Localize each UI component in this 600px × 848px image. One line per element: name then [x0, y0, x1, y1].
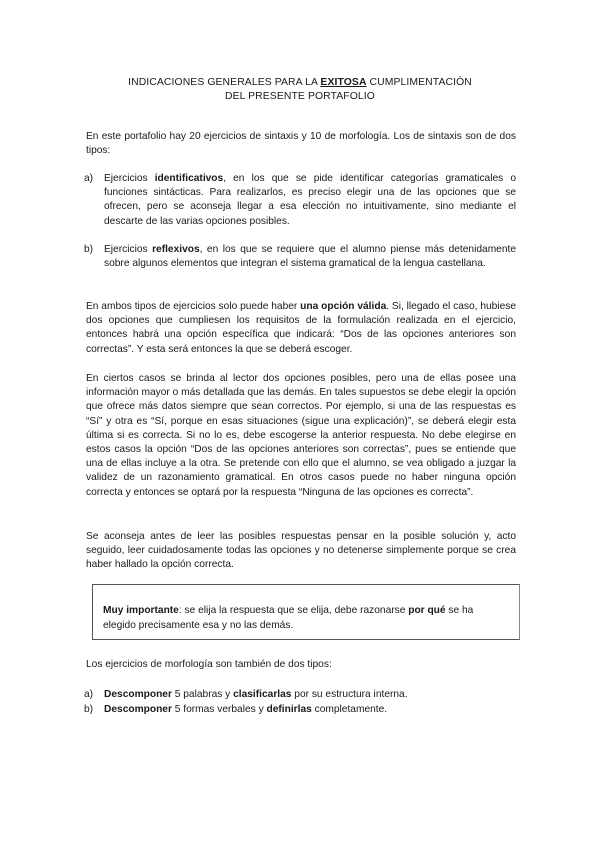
- syntax-item-b: b) Ejercicios reflexivos, en los que se requiere que el alumno piense más detenidamente sobre algunos elementos que integran el sistema gramatical de la lengua castellana.: [84, 244, 517, 270]
- list-marker: b): [84, 704, 94, 715]
- important-note-text: Muy importante: se elija la respuesta que se elija, debe razonarse por qué se ha elegido precisamente esa y no las demás.: [103, 605, 474, 631]
- paragraph-both-types: En ambos tipos de ejercicios solo puede haber una opción válida. Si, llegado el caso, hubiese dos opciones que cumpliesen los requisitos de la formulación realizada en el ejercicio, entonces habrá una opción específica que indicará: “Dos de las opciones anteriores son correctas”. Y esta será entonces la que se deberá escoger.: [86, 301, 516, 355]
- page-title: [0, 76, 600, 104]
- syntax-item-a: a) Ejercicios identificativos, en los que se pide identificar categorías gramaticales o funciones sintácticas. Para realizarlos, es preciso elegir una de las opciones que se ofrecen, pero se aconseja llegar a esa elección no intuitivamente, sino mediante el descarte de las varias opciones posibles.: [84, 173, 516, 227]
- paragraph-advice: Se aconseja antes de leer las posibles respuestas pensar en la posible solución y, acto seguido, leer cuidadosamente todas las opciones y no detenerse simplemente porque se crea haber hallado la opción correcta.: [86, 531, 516, 571]
- list-marker: a): [84, 689, 94, 700]
- list-marker: b): [84, 244, 94, 255]
- morphology-intro: Los ejercicios de morfología son también de dos tipos:: [86, 659, 332, 670]
- list-marker: a): [84, 173, 94, 184]
- intro-paragraph: En este portafolio hay 20 ejercicios de sintaxis y 10 de morfología. Los de sintaxis son de dos tipos:: [86, 131, 516, 157]
- title-emphasis: EXITOSA: [320, 77, 367, 88]
- paragraph-certain-cases: En ciertos casos se brinda al lector dos opciones posibles, pero una de ellas posee una información mayor o más detallada que las demás. En tales supuestos se debe elegir la opción que ofrece más datos siempre que sean correctos. Por ejemplo, si una de las respuestas es “Sí” y otra es “Sí, porque en esas situaciones (sigue una explicación)”, se deberá elegir esta última si es correcta. Si no lo es, debe escogerse la anterior respuesta. No debe elegirse en estos casos la opción “Dos de las opciones anteriores son correctas”, pues se entiende que una de ellas incluye a la otra. Se pretende con ello que el alumno, se vea obligado a juzgar la validez de un razonamiento gramatical. En otros casos puede no haber ninguna opción correcta y entonces se optará por la respuesta “Ninguna de las opciones es correcta”.: [86, 373, 516, 498]
- title-line-1: INDICACIONES GENERALES PARA LA EXITOSA CUMPLIMENTACIÓN: [128, 77, 472, 88]
- morphology-item-b: b) Descomponer 5 formas verbales y definirlas completamente.: [104, 703, 516, 717]
- important-note-box: [92, 584, 520, 640]
- morphology-item-a: a) Descomponer 5 palabras y clasificarlas por su estructura interna.: [104, 688, 516, 702]
- title-line-2: DEL PRESENTE PORTAFOLIO: [225, 91, 375, 102]
